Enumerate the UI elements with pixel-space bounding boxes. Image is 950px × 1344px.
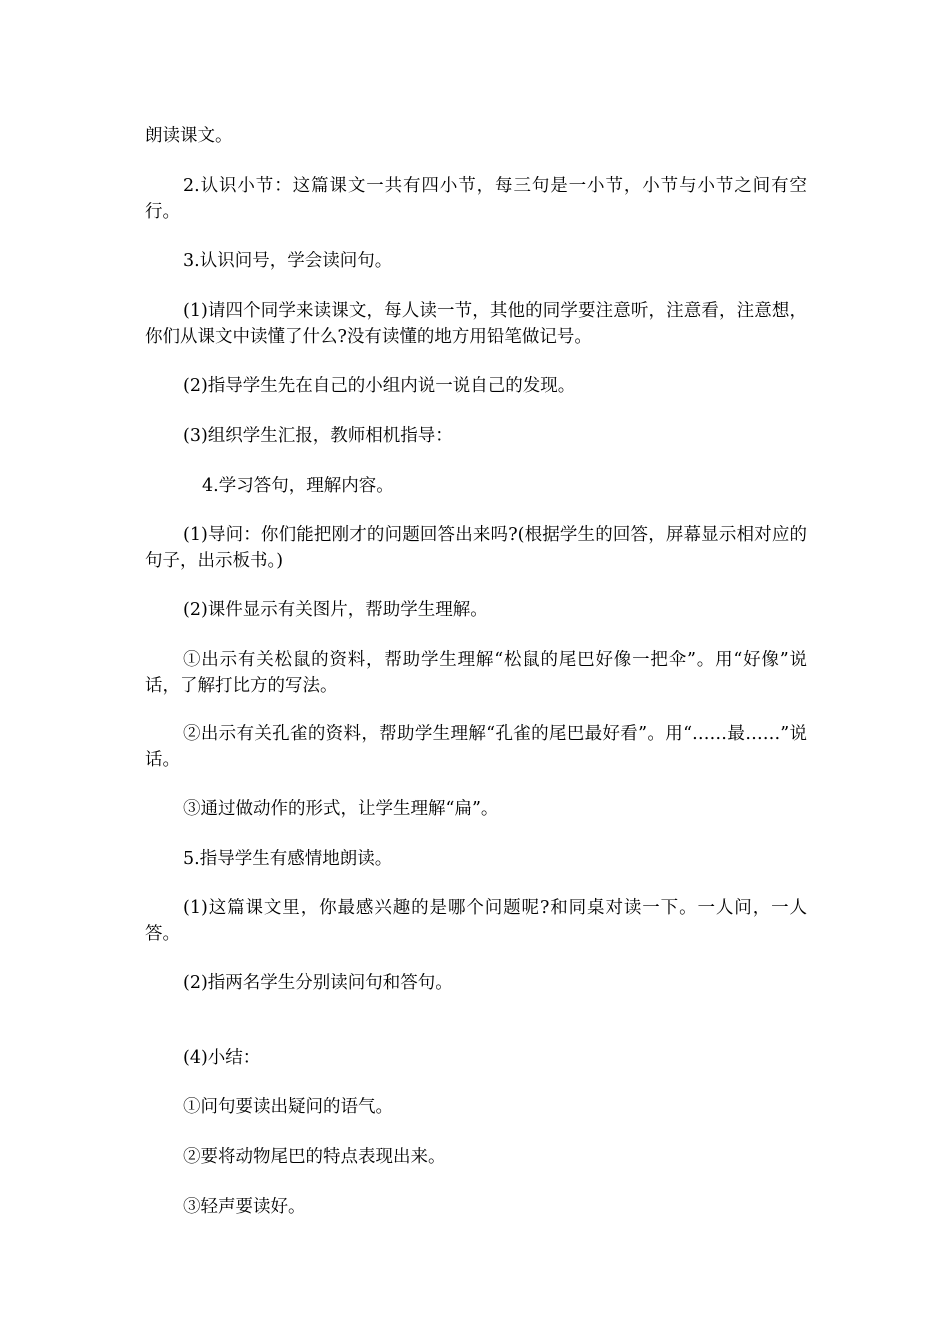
- paragraph-14: (1)这篇课文里，你最感兴趣的是哪个问题呢?和同桌对读一下。一人问，一人答。: [145, 898, 807, 944]
- paragraph-8: (1)导问：你们能把刚才的问题回答出来吗?(根据学生的回答，屏幕显示相对应的句子，出示板书。): [145, 525, 807, 571]
- paragraph-5: (2)指导学生先在自己的小组内说一说自己的发现。: [183, 376, 576, 396]
- paragraph-16: (4)小结：: [183, 1048, 261, 1068]
- paragraph-10: ①出示有关松鼠的资料，帮助学生理解“松鼠的尾巴好像一把伞”。用“好像”说话，了解打比方的写法。: [145, 650, 807, 696]
- paragraph-11: ②出示有关孔雀的资料，帮助学生理解“孔雀的尾巴最好看”。用“……最……”说话。: [145, 724, 807, 770]
- paragraph-19: ③轻声要读好。: [183, 1197, 306, 1217]
- paragraph-15: (2)指两名学生分别读问句和答句。: [183, 973, 453, 993]
- paragraph-4: (1)请四个同学来读课文，每人读一节，其他的同学要注意听，注意看，注意想，你们从课文中读懂了什么?没有读懂的地方用铅笔做记号。: [145, 301, 807, 347]
- paragraph-7: 4.学习答句，理解内容。: [202, 476, 394, 496]
- paragraph-2: 2.认识小节：这篇课文一共有四小节，每三句是一小节，小节与小节之间有空行。: [145, 176, 807, 222]
- paragraph-12: ③通过做动作的形式，让学生理解“扁”。: [183, 799, 499, 819]
- paragraph-6: (3)组织学生汇报，教师相机指导：: [183, 426, 453, 446]
- paragraph-18: ②要将动物尾巴的特点表现出来。: [183, 1147, 446, 1167]
- paragraph-13: 5.指导学生有感情地朗读。: [183, 849, 393, 869]
- paragraph-3: 3.认识问号，学会读问句。: [183, 251, 393, 271]
- paragraph-9: (2)课件显示有关图片，帮助学生理解。: [183, 600, 488, 620]
- paragraph-1: 朗读课文。: [145, 126, 233, 146]
- paragraph-17: ①问句要读出疑问的语气。: [183, 1097, 393, 1117]
